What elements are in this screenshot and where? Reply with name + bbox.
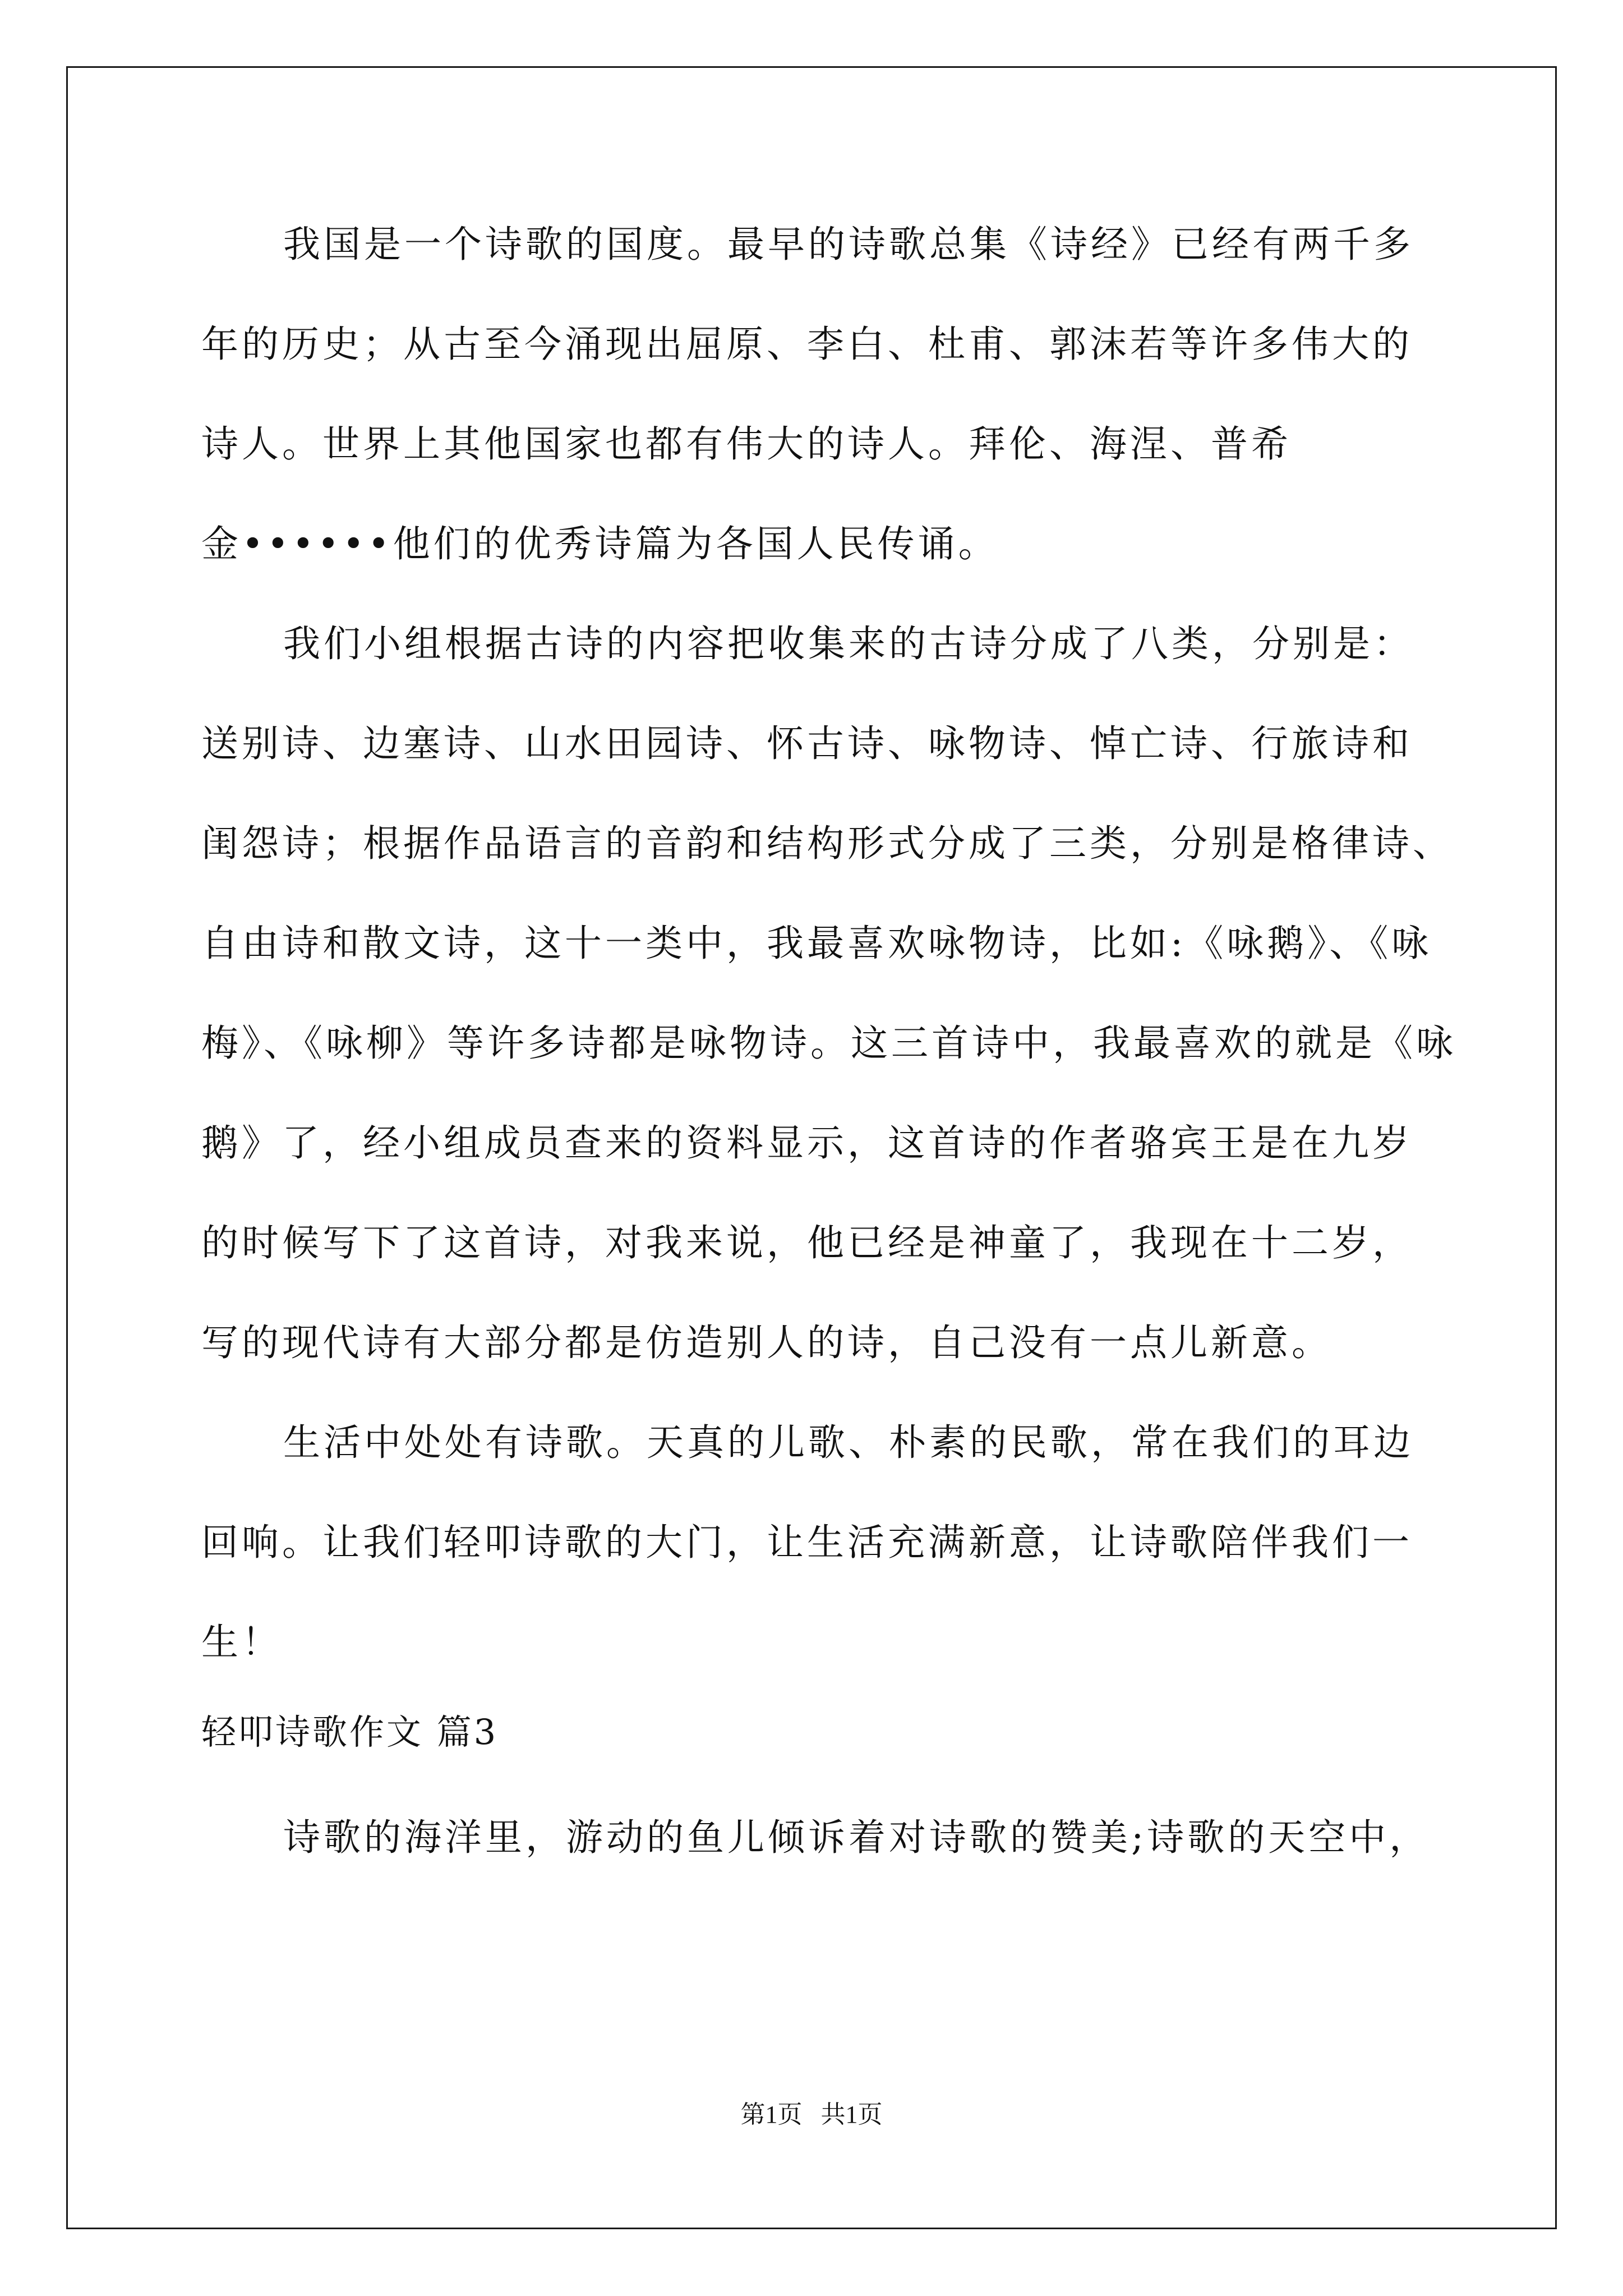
paragraph-1-line-1: 我国是一个诗歌的国度。最早的诗歌总集《诗经》已经有两千多 <box>283 223 1414 266</box>
page-number-footer: 第1页 共1页 <box>740 2101 883 2128</box>
paragraph-2-line-2: 送别诗、边塞诗、山水田园诗、怀古诗、咏物诗、悼亡诗、行旅诗和 <box>201 722 1413 765</box>
paragraph-2-line-4: 自由诗和散文诗，这十一类中，我最喜欢咏物诗，比如:《咏鹅》、《咏 <box>201 922 1432 965</box>
paragraph-1-line-4: 金••••••他们的优秀诗篇为各国人民传诵。 <box>201 522 999 565</box>
paragraph-1-line-2: 年的历史；从古至今涌现出屈原、李白、杜甫、郭沫若等许多伟大的 <box>201 323 1413 366</box>
paragraph-4-line-1: 诗歌的海洋里，游动的鱼儿倾诉着对诗歌的赞美;诗歌的天空中， <box>283 1816 1430 1859</box>
paragraph-2-line-7: 的时候写下了这首诗，对我来说，他已经是神童了，我现在十二岁， <box>201 1221 1413 1264</box>
paragraph-2-line-5: 梅》、《咏柳》等许多诗都是咏物诗。这三首诗中，我最喜欢的就是《咏 <box>201 1022 1456 1065</box>
paragraph-3-line-1: 生活中处处有诗歌。天真的儿歌、朴素的民歌，常在我们的耳边 <box>283 1421 1414 1464</box>
paragraph-2-line-1: 我们小组根据古诗的内容把收集来的古诗分成了八类，分别是： <box>283 622 1414 665</box>
paragraph-2-line-3: 闺怨诗；根据作品语言的音韵和结构形式分成了三类，分别是格律诗、 <box>201 822 1453 865</box>
paragraph-3-line-3: 生！ <box>201 1621 282 1664</box>
paragraph-3-line-2: 回响。让我们轻叩诗歌的大门，让生活充满新意，让诗歌陪伴我们一 <box>201 1521 1413 1564</box>
paragraph-2-line-6: 鹅》了，经小组成员查来的资料显示，这首诗的作者骆宾王是在九岁 <box>201 1121 1413 1165</box>
paragraph-1-line-3: 诗人。世界上其他国家也都有伟大的诗人。拜伦、海涅、普希 <box>201 422 1292 466</box>
section-heading: 轻叩诗歌作文 篇3 <box>201 1711 499 1752</box>
paragraph-2-line-8: 写的现代诗有大部分都是仿造别人的诗，自己没有一点儿新意。 <box>201 1321 1332 1364</box>
